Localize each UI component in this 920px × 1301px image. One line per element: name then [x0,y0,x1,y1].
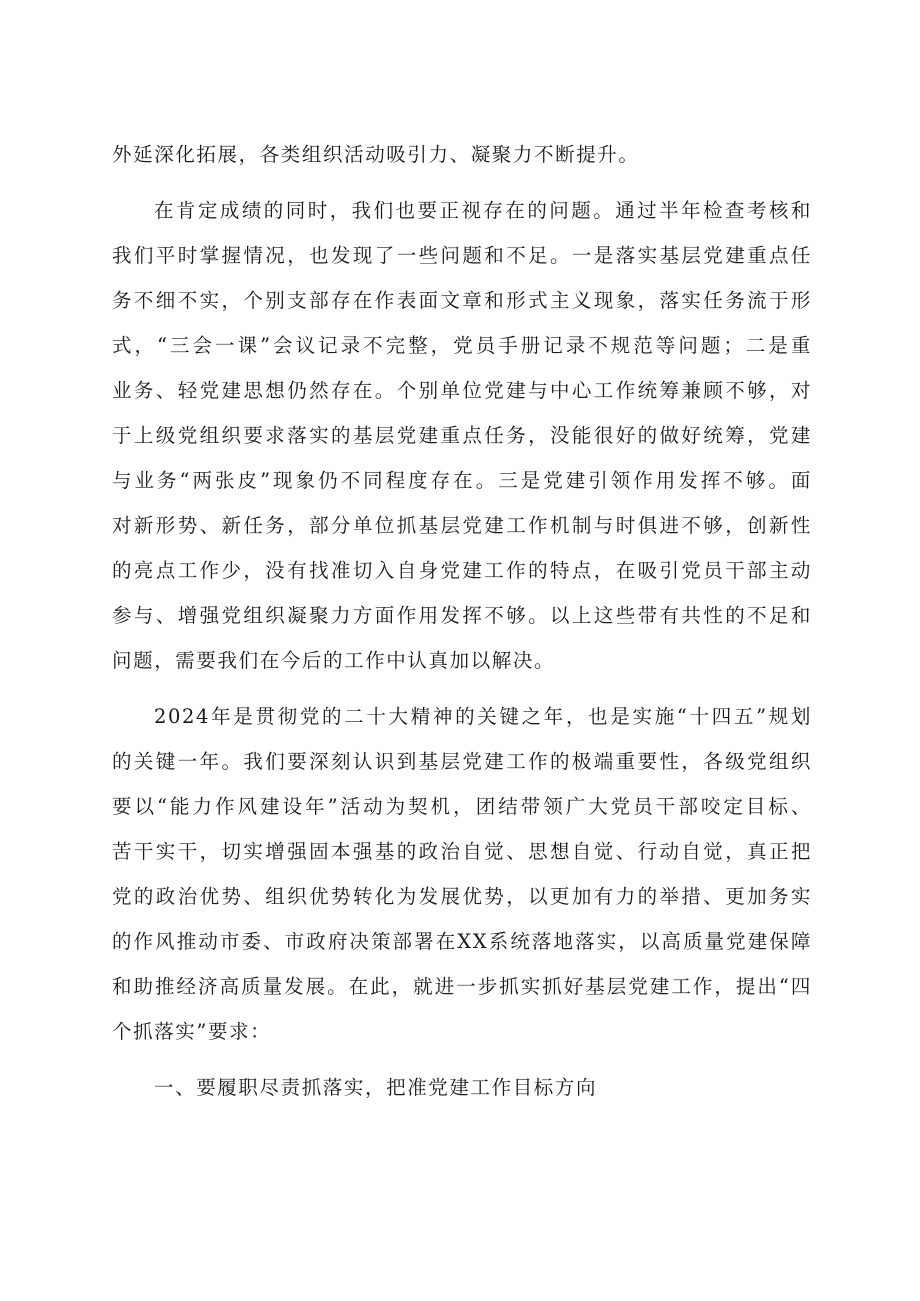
text-line: 和助推经济高质量发展。在此，就进一步抓实抓好基层党建工作，提出“四 [112,975,812,998]
paragraph [112,188,812,683]
text-line: 外延深化拓展，各类组织活动吸引力、凝聚力不断提升。 [112,143,640,166]
text-line: 2024年是贯彻党的二十大精神的关键之年，也是实施“十四五”规划 [154,705,812,728]
text-line: 要以“能力作风建设年”活动为契机，团结带领广大党员干部咬定目标、 [112,795,812,818]
text-line: 我们平时掌握情况，也发现了一些问题和不足。一是落实基层党建重点任 [112,244,812,267]
text-line: 对新形势、新任务，部分单位抓基层党建工作机制与时俱进不够，创新性 [112,514,812,537]
text-line: 苦干实干，切实增强固本强基的政治自觉、思想自觉、行动自觉，真正把 [112,840,812,863]
text-line: 党的政治优势、组织优势转化为发展优势，以更加有力的举措、更加务实 [112,885,812,908]
section-heading: 一、要履职尽责抓落实，把准党建工作目标方向 [154,1076,598,1099]
text-line: 式，“三会一课”会议记录不完整，党员手册记录不规范等问题；二是重 [112,334,812,357]
text-line: 与业务“两张皮”现象仍不同程度存在。三是党建引领作用发挥不够。面 [112,469,812,492]
text-line: 的作风推动市委、市政府决策部署在XX系统落地落实，以高质量党建保障 [112,930,812,953]
text-line: 参与、增强党组织凝聚力方面作用发挥不够。以上这些带有共性的不足和 [112,604,812,627]
text-line: 业务、轻党建思想仍然存在。个别单位党建与中心工作统筹兼顾不够，对 [112,379,812,402]
document-body [112,132,812,1110]
text-line: 务不细不实，个别支部存在作表面文章和形式主义现象，落实任务流于形 [112,289,812,312]
text-line: 个抓落实”要求： [112,1020,272,1043]
text-line: 在肯定成绩的同时，我们也要正视存在的问题。通过半年检查考核和 [154,199,812,222]
text-line: 于上级党组织要求落实的基层党建重点任务，没能很好的做好统筹，党建 [112,424,812,447]
text-line: 的亮点工作少，没有找准切入自身党建工作的特点，在吸引党员干部主动 [112,559,812,582]
text-line: 的关键一年。我们要深刻认识到基层党建工作的极端重要性，各级党组织 [112,750,812,773]
text-line: 问题，需要我们在今后的工作中认真加以解决。 [112,649,556,672]
paragraph [112,132,812,177]
paragraph [112,694,812,1054]
